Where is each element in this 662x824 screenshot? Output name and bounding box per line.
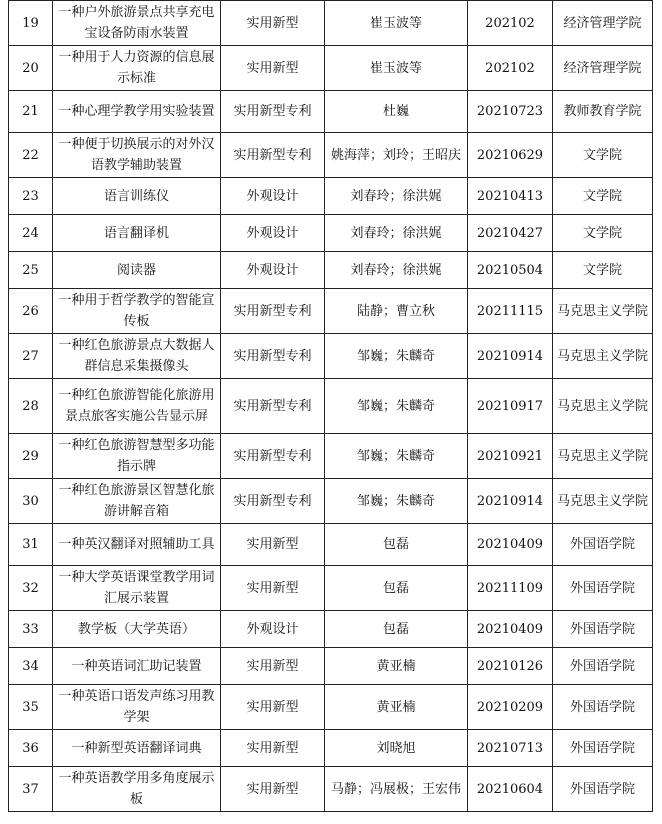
inventor-cell: 刘春玲；徐洪娓 (325, 252, 468, 289)
table-row (9, 46, 653, 91)
inventor-cell: 包磊 (325, 611, 468, 648)
row-number-cell: 37 (9, 767, 53, 812)
grant-date-cell: 20210413 (468, 178, 553, 215)
patent-type-cell: 实用新型 (221, 524, 325, 566)
table-row (9, 730, 653, 767)
grant-date-cell: 202102 (468, 46, 553, 91)
grant-date-cell: 20210914 (468, 334, 553, 379)
row-number-cell: 27 (9, 334, 53, 379)
table-row (9, 767, 653, 812)
department-cell: 外国语学院 (553, 730, 653, 767)
row-number-cell: 32 (9, 566, 53, 611)
table-row (9, 178, 653, 215)
row-number-cell: 26 (9, 289, 53, 334)
grant-date-cell: 20210921 (468, 434, 553, 479)
grant-date-cell: 20210209 (468, 685, 553, 730)
patent-name-cell: 一种红色旅游景点大数据人群信息采集摄像头 (53, 334, 221, 379)
grant-date-cell: 20210409 (468, 524, 553, 566)
patent-type-cell: 外观设计 (221, 611, 325, 648)
row-number-cell: 20 (9, 46, 53, 91)
patent-type-cell: 实用新型 (221, 730, 325, 767)
table-row (9, 289, 653, 334)
inventor-cell: 崔玉波等 (325, 1, 468, 46)
row-number-cell: 33 (9, 611, 53, 648)
row-number-cell: 31 (9, 524, 53, 566)
row-number-cell: 24 (9, 215, 53, 252)
patent-name-cell: 一种英语词汇助记装置 (53, 648, 221, 685)
grant-date-cell: 20210409 (468, 611, 553, 648)
grant-date-cell: 20210914 (468, 479, 553, 524)
row-number-cell: 36 (9, 730, 53, 767)
grant-date-cell: 20211109 (468, 566, 553, 611)
patent-type-cell: 实用新型专利 (221, 91, 325, 133)
table-row (9, 479, 653, 524)
department-cell: 文学院 (553, 215, 653, 252)
inventor-cell: 邹巍；朱麟奇 (325, 479, 468, 524)
grant-date-cell: 20210629 (468, 133, 553, 178)
grant-date-cell: 20211115 (468, 289, 553, 334)
department-cell: 文学院 (553, 178, 653, 215)
department-cell: 马克思主义学院 (553, 434, 653, 479)
patent-name-cell: 一种用于哲学教学的智能宣传板 (53, 289, 221, 334)
patent-name-cell: 一种英汉翻译对照辅助工具 (53, 524, 221, 566)
inventor-cell: 刘春玲；徐洪娓 (325, 215, 468, 252)
patent-name-cell: 语言翻译机 (53, 215, 221, 252)
inventor-cell: 邹巍；朱麟奇 (325, 334, 468, 379)
department-cell: 经济管理学院 (553, 46, 653, 91)
table-row (9, 1, 653, 46)
department-cell: 文学院 (553, 133, 653, 178)
department-cell: 经济管理学院 (553, 1, 653, 46)
grant-date-cell: 20210713 (468, 730, 553, 767)
patent-type-cell: 实用新型 (221, 1, 325, 46)
inventor-cell: 姚海萍；刘玲；王昭庆 (325, 133, 468, 178)
inventor-cell: 黄亚楠 (325, 685, 468, 730)
patent-type-cell: 实用新型专利 (221, 334, 325, 379)
inventor-cell: 杜巍 (325, 91, 468, 133)
patent-type-cell: 实用新型 (221, 685, 325, 730)
patent-type-cell: 实用新型 (221, 648, 325, 685)
row-number-cell: 23 (9, 178, 53, 215)
table-row (9, 524, 653, 566)
department-cell: 马克思主义学院 (553, 479, 653, 524)
patent-name-cell: 一种红色旅游智能化旅游用景点旅客实施公告显示屏 (53, 379, 221, 434)
patent-name-cell: 一种红色旅游智慧型多功能指示牌 (53, 434, 221, 479)
table-row (9, 133, 653, 178)
patent-name-cell: 教学板（大学英语） (53, 611, 221, 648)
patent-name-cell: 一种新型英语翻译词典 (53, 730, 221, 767)
row-number-cell: 25 (9, 252, 53, 289)
patent-table-body (9, 1, 653, 812)
patent-name-cell: 一种便于切换展示的对外汉语教学辅助装置 (53, 133, 221, 178)
table-row (9, 215, 653, 252)
patent-type-cell: 实用新型专利 (221, 133, 325, 178)
patent-type-cell: 实用新型专利 (221, 434, 325, 479)
department-cell: 马克思主义学院 (553, 379, 653, 434)
table-row (9, 648, 653, 685)
row-number-cell: 35 (9, 685, 53, 730)
row-number-cell: 21 (9, 91, 53, 133)
grant-date-cell: 20210504 (468, 252, 553, 289)
table-row (9, 334, 653, 379)
inventor-cell: 邹巍；朱麟奇 (325, 379, 468, 434)
table-row (9, 434, 653, 479)
patent-type-cell: 实用新型专利 (221, 289, 325, 334)
patent-name-cell: 一种心理学教学用实验装置 (53, 91, 221, 133)
table-row (9, 91, 653, 133)
grant-date-cell: 20210604 (468, 767, 553, 812)
patent-name-cell: 一种英语教学用多角度展示板 (53, 767, 221, 812)
table-row (9, 379, 653, 434)
department-cell: 外国语学院 (553, 648, 653, 685)
department-cell: 外国语学院 (553, 524, 653, 566)
patent-name-cell: 语言训练仪 (53, 178, 221, 215)
patent-type-cell: 实用新型 (221, 566, 325, 611)
row-number-cell: 19 (9, 1, 53, 46)
inventor-cell: 陆静；曹立秋 (325, 289, 468, 334)
table-row (9, 685, 653, 730)
patent-type-cell: 实用新型专利 (221, 379, 325, 434)
inventor-cell: 包磊 (325, 524, 468, 566)
patent-table (8, 0, 653, 812)
inventor-cell: 刘晓旭 (325, 730, 468, 767)
table-row (9, 566, 653, 611)
inventor-cell: 黄亚楠 (325, 648, 468, 685)
patent-name-cell: 一种红色旅游景区智慧化旅游讲解音箱 (53, 479, 221, 524)
inventor-cell: 崔玉波等 (325, 46, 468, 91)
inventor-cell: 马静；冯展极；王宏伟 (325, 767, 468, 812)
department-cell: 外国语学院 (553, 685, 653, 730)
patent-name-cell: 一种用于人力资源的信息展示标准 (53, 46, 221, 91)
patent-name-cell: 一种户外旅游景点共享充电宝设备防雨水装置 (53, 1, 221, 46)
department-cell: 教师教育学院 (553, 91, 653, 133)
patent-type-cell: 实用新型 (221, 767, 325, 812)
table-row (9, 252, 653, 289)
row-number-cell: 22 (9, 133, 53, 178)
department-cell: 外国语学院 (553, 566, 653, 611)
patent-type-cell: 外观设计 (221, 215, 325, 252)
inventor-cell: 包磊 (325, 566, 468, 611)
department-cell: 文学院 (553, 252, 653, 289)
row-number-cell: 34 (9, 648, 53, 685)
grant-date-cell: 20210427 (468, 215, 553, 252)
department-cell: 外国语学院 (553, 767, 653, 812)
patent-type-cell: 外观设计 (221, 178, 325, 215)
row-number-cell: 30 (9, 479, 53, 524)
patent-type-cell: 实用新型 (221, 46, 325, 91)
patent-type-cell: 外观设计 (221, 252, 325, 289)
grant-date-cell: 20210126 (468, 648, 553, 685)
patent-name-cell: 阅读器 (53, 252, 221, 289)
department-cell: 马克思主义学院 (553, 289, 653, 334)
inventor-cell: 刘春玲；徐洪娓 (325, 178, 468, 215)
grant-date-cell: 20210723 (468, 91, 553, 133)
patent-name-cell: 一种英语口语发声练习用教学架 (53, 685, 221, 730)
patent-name-cell: 一种大学英语课堂教学用词汇展示装置 (53, 566, 221, 611)
inventor-cell: 邹巍；朱麟奇 (325, 434, 468, 479)
row-number-cell: 28 (9, 379, 53, 434)
row-number-cell: 29 (9, 434, 53, 479)
department-cell: 马克思主义学院 (553, 334, 653, 379)
grant-date-cell: 20210917 (468, 379, 553, 434)
table-row (9, 611, 653, 648)
patent-type-cell: 实用新型专利 (221, 479, 325, 524)
department-cell: 外国语学院 (553, 611, 653, 648)
grant-date-cell: 202102 (468, 1, 553, 46)
